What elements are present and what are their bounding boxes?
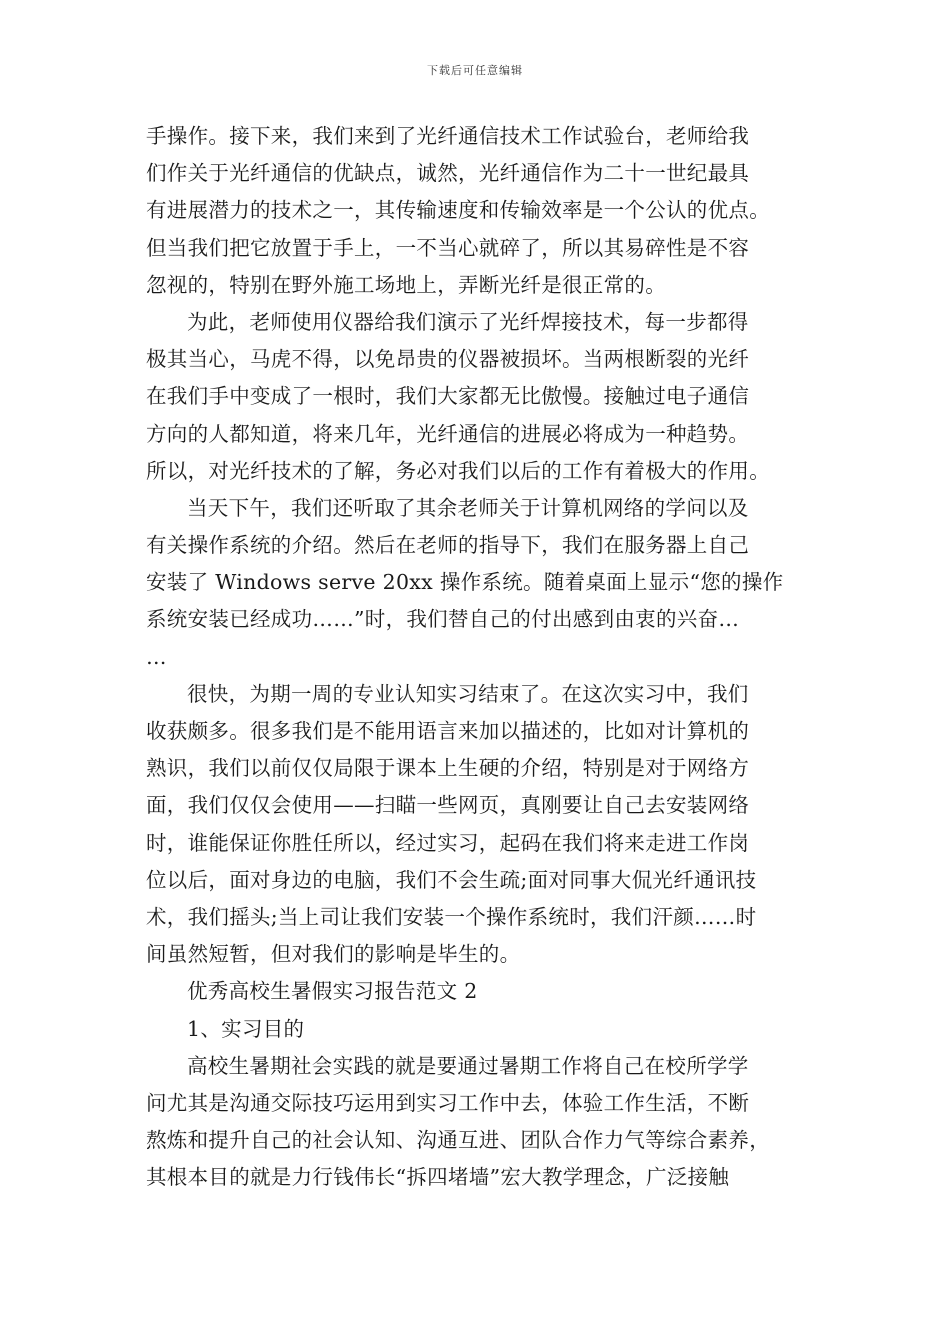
text-line: 有进展潜力的技术之一，其传输速度和传输效率是一个公认的优点。 (146, 198, 770, 223)
text-line: 收获颇多。很多我们是不能用语言来加以描述的，比如对计算机的 (146, 719, 750, 743)
text-line: 当天下午，我们还听取了其余老师关于计算机网络的学问以及 (187, 495, 749, 520)
text-line: 术，我们摇头;当上司让我们安装一个操作系统时，我们汗颜……时 (146, 904, 757, 929)
text-line: 忽视的，特别在野外施工场地上，弄断光纤是很正常的。 (146, 272, 666, 297)
text-line: 很快，为期一周的专业认知实习结束了。在这次实习中，我们 (187, 681, 749, 706)
text-line: 但当我们把它放置于手上，一不当心就碎了，所以其易碎性是不容 (146, 235, 750, 260)
text-line: 1、实习目的 (187, 1016, 305, 1041)
text-line: 系统安装已经成功……”时，我们替自己的付出感到由衷的兴奋… (146, 607, 740, 632)
text-line: 在我们手中变成了一根时，我们大家都无比傲慢。接触过电子通信 (146, 384, 750, 409)
document-body (146, 118, 806, 1196)
text-line: 位以后，面对身边的电脑，我们不会生疏;面对同事大侃光纤通讯技 (146, 867, 757, 892)
text-line: 熬炼和提升自己的社会认知、沟通互进、团队合作力气等综合素养， (146, 1128, 770, 1153)
text-line: 优秀高校生暑假实习报告范文 2 (187, 979, 478, 1004)
text-line: … (146, 644, 167, 669)
text-line: 极其当心，马虎不得，以免昂贵的仪器被损坏。当两根断裂的光纤 (146, 347, 750, 372)
text-line: 方向的人都知道，将来几年，光纤通信的进展必将成为一种趋势。 (146, 421, 750, 446)
text-line: 面，我们仅仅会使用——扫瞄一些网页，真刚要让自己去安装网络 (146, 793, 750, 818)
text-line: 安装了 Windows serve 20xx 操作系统。随着桌面上显示“您的操作 (146, 570, 784, 595)
text-line: 间虽然短暂，但对我们的影响是毕生的。 (146, 942, 521, 967)
text-line: 高校生暑期社会实践的就是要通过暑期工作将自己在校所学学 (187, 1053, 749, 1078)
text-line: 有关操作系统的介绍。然后在老师的指导下，我们在服务器上自己 (146, 533, 750, 558)
text-line: 熟识，我们以前仅仅局限于课本上生硬的介绍，特别是对于网络方 (146, 756, 750, 781)
text-line: 手操作。接下来，我们来到了光纤通信技术工作试验台，老师给我 (146, 124, 750, 148)
text-line: 问尤其是沟通交际技巧运用到实习工作中去，体验工作生活，不断 (146, 1090, 750, 1115)
text-line: 时，谁能保证你胜任所以，经过实习，起码在我们将来走进工作岗 (146, 830, 750, 855)
text-line: 为此，老师使用仪器给我们演示了光纤焊接技术，每一步都得 (187, 309, 749, 334)
text-line: 所以，对光纤技术的了解，务必对我们以后的工作有着极大的作用。 (146, 458, 770, 483)
text-line: 其根本目的就是力行钱伟长“拆四堵墙”宏大教学理念，广泛接触 (146, 1165, 730, 1190)
page-header: 下载后可任意编辑 (427, 64, 523, 77)
text-line: 们作关于光纤通信的优缺点，诚然，光纤通信作为二十一世纪最具 (146, 161, 750, 186)
